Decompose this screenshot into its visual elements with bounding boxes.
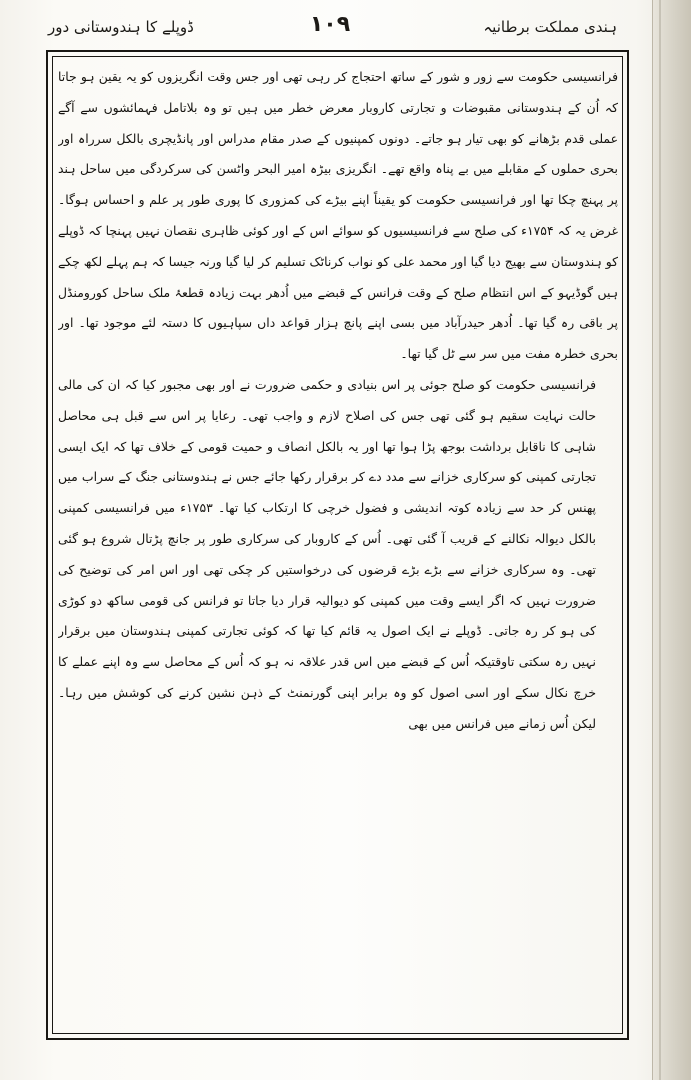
book-spine [652, 0, 691, 1080]
body-text [58, 62, 618, 1028]
running-header-left: ڈوپلے کا ہندوستانی دور [48, 18, 194, 36]
paragraph-2: فرانسیسی حکومت کو صلح جوئی پر اس بنیادی و حکمی ضرورت نے اور بھی مجبور کیا کہ ان کی مالی حالت نہایت سقیم ہو گئی تھی جس کی اصلاح لازم و واجب تھی۔ رعایا پر اس سے قبل ہی محاصل شاہی کا ناقابل برداشت بوجھ پڑا ہوا تھا اور یہ بالکل انصاف و حمیت قومی کے خلاف تھا کہ ایک ایسی تجارتی کمپنی کو سرکاری خزانے سے مدد دے کر برقرار رکھا جائے جس نے ہندوستانی جنگ کے سراب میں پھنس کر حد سے زیادہ کوتہ اندیشی و فضول خرچی کا ارتکاب کیا تھا۔ ۱۷۵۳ء میں فرانسیسی کمپنی بالکل دیوالہ نکالنے کے قریب آ گئی تھی۔ اُس کے کاروبار کی سرکاری طور پر جانچ پڑتال شروع ہو گئی تھی۔ وہ سرکاری خزانے سے بڑے بڑے قرضوں کی درخواستیں کر چکی تھی اور اس امر کی توضیح کی ضرورت نہیں کہ اگر ایسے وقت میں کمپنی کو دیوالیہ قرار دیا جاتا تو فرانس کی قومی ساکھ دو کوڑی کی ہو کر رہ جاتی۔ ڈوپلے نے ایک اصول یہ قائم کیا تھا کہ کوئی تجارتی کمپنی ہندوستان میں برقرار نہیں رہ سکتی تاوقتیکہ اُس کے قبضے میں اس قدر علاقہ نہ ہو کہ اُس کے محاصل سے وہ اپنے عملے کا خرچ نکال سکے اور اسی اصول کو وہ برابر اپنی گورنمنٹ کے ذہن نشین کرنے کی کوشش میں رہا۔ لیکن اُس زمانے میں فرانس میں بھی [58, 376, 596, 731]
running-header-right: ہندی مملکت برطانیہ [483, 18, 617, 36]
page-number: ۱۰۹ [309, 12, 351, 37]
paragraph-1: فرانسیسی حکومت سے زور و شور کے ساتھ احتجاج کر رہی تھی اور جس وقت انگریزوں کو یہ یقین ہو جاتا کہ اُن کے ہندوستانی مقبوضات و تجارتی کاروبار معرض خطر میں ہیں تو وہ بلاتامل فہمائشوں سے آگے عملی قدم بڑھانے کو بھی تیار ہو جاتے۔ دونوں کمپنیوں کے صدر مقام مدراس اور پانڈیچری بالکل سرراہ اور بحری حملوں کے مقابلے میں بے پناہ واقع تھے۔ انگریزی بیڑہ امیر البحر واٹسن کی سرکردگی میں ساحل ہند پر پہنچ چکا تھا اور فرانسیسی حکومت کو یقیناً اپنے بیڑے کی کمزوری کا پوری طور پر علم و احساس ہوگا۔ غرض یہ کہ ۱۷۵۴ء کی صلح سے فرانسیسیوں کو سوائے اس کے اور کوئی ظاہری نقصان نہیں پہنچا کہ ڈوپلے کو ہندوستان سے بھیج دیا گیا اور محمد علی کو نواب کرناٹک تسلیم کر لیا گیا ورنہ جیسا کہ ہم پہلے لکھ چکے ہیں گوڈیہو کے اس انتظام صلح کے وقت فرانس کے قبضے میں اُدھر بہت زیادہ قطعۂ ملک ساحل کورومنڈل پر باقی رہ گیا تھا۔ اُدھر حیدرآباد میں بسی اپنے پانچ ہزار قواعد داں سپاہیوں کا دستہ لئے موجود تھا۔ اور بحری خطرہ مفت میں سر سے ٹل گیا تھا۔ [58, 69, 618, 362]
